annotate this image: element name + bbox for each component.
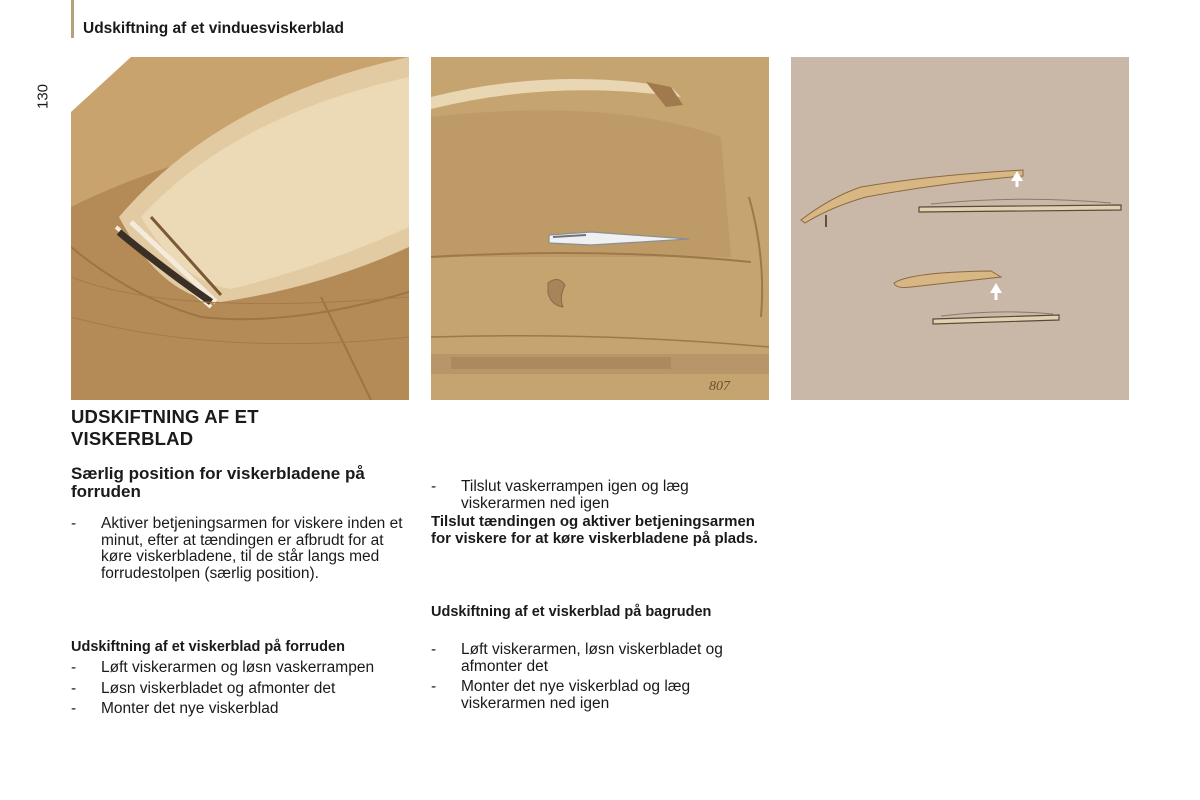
list-item: - Løft viskerarmen og løsn vaskerrampen [71, 659, 375, 676]
list-item: - Aktiver betjeningsarmen for viskere inden et minut, efter at tændingen er afbrudt for at køre viskerbladene, til de står langs med forrudestolpen (særlig position). [71, 515, 403, 582]
front-wiper-heading: Udskiftning af et viskerblad på forruden [71, 639, 345, 655]
list-item: - Løsn viskerbladet og afmonter det [71, 679, 336, 697]
special-position-list [71, 516, 409, 586]
page-number: 130 [34, 83, 52, 110]
figure-rear-wiper [431, 57, 769, 400]
bullet-marker: - [71, 700, 77, 717]
ignition-note: Tilslut tændingen og aktiver betjeningsarmen for viskere for at køre viskerbladene på plads. [431, 513, 758, 547]
figure-windscreen-wipers [71, 57, 409, 400]
front-wiper-list [71, 660, 409, 722]
header-accent-bar [71, 0, 74, 38]
list-item: - Løft viskerarmen, løsn viskerbladet og afmonter det [431, 641, 723, 675]
special-position-heading: Særlig position for viskerbladene på forruden [71, 464, 365, 501]
bullet-marker: - [431, 478, 437, 495]
model-lettering: 807 [709, 379, 730, 394]
bullet-marker: - [71, 679, 77, 697]
section-heading: UDSKIFTNING AF ET VISKERBLAD [71, 406, 259, 449]
list-item: - Monter det nye viskerblad [71, 700, 279, 717]
bullet-marker: - [431, 641, 437, 658]
bullet-marker: - [431, 678, 437, 695]
figure-wiper-blades [791, 57, 1129, 400]
rear-wiper-heading: Udskiftning af et viskerblad på bagruden [431, 604, 712, 620]
list-item: - Tilslut vaskerrampen igen og læg viskerarmen ned igen [431, 478, 689, 512]
bullet-marker: - [71, 515, 77, 532]
list-item: - Monter det nye viskerblad og læg viskerarmen ned igen [431, 678, 691, 712]
page-header-title: Udskiftning af et vinduesviskerblad [83, 20, 344, 37]
rear-wiper-list [431, 642, 771, 716]
reconnect-list [431, 479, 769, 516]
bullet-marker: - [71, 659, 77, 676]
